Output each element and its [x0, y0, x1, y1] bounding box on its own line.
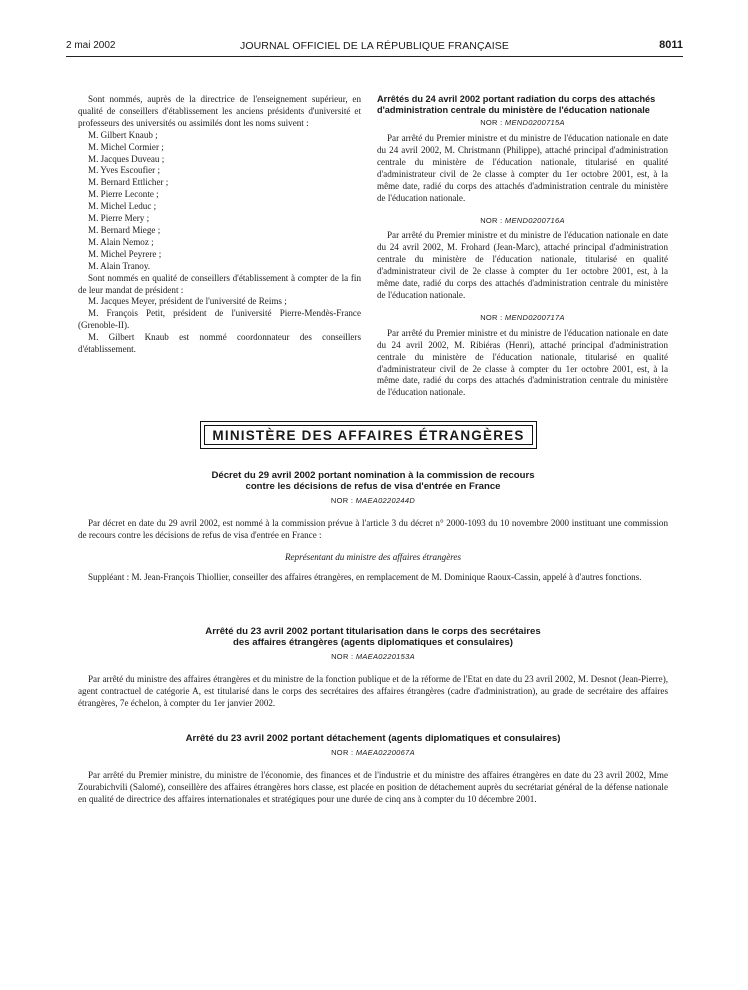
- decree-paragraph: Par décret en date du 29 avril 2002, est nommé à la commission prévue à l'article 3 du décret n° 2000-1093 du 10 novembre 2000 instituant une commission de recours contre les décisions de refus de visa d'entrée en France :: [78, 518, 668, 541]
- name-item: M. Pierre Leconte ;: [88, 189, 159, 200]
- subheading: Représentant du ministre des affaires étrangères: [284, 552, 462, 563]
- right-column: [377, 94, 668, 399]
- nor-code: MEND0200716A: [504, 215, 565, 225]
- appointment-paragraph: M. Gilbert Knaub est nommé coordonnateur des conseillers d'établissement.: [78, 332, 361, 355]
- name-item: M. Yves Escoufier ;: [88, 165, 160, 176]
- nor-code: MAEA0220153A: [355, 652, 415, 662]
- appointment-paragraph: Sont nommés en qualité de conseillers d'établissement à compter de la fin de leur mandat de président :: [78, 272, 361, 295]
- name-item: M. Michel Peyrere ;: [88, 248, 162, 259]
- nor-reference: [78, 747, 668, 759]
- page-header: [66, 38, 683, 57]
- decree-paragraph: Par arrêté du Premier ministre, du ministre de l'économie, des finances et de l'industrie et du ministre des affaires étrangères en date du 23 avril 2002, Mme Zourabichvili (Salomé), conseillère des affaires étrangères hors classe, est placée en position de détachement auprès du secrétariat général de la défense nationale en qualité de directrice des affaires internationales et stratégiques pour une durée de cinq ans à compter du 10 décembre 2001.: [78, 770, 668, 805]
- page-number: 8011: [659, 39, 683, 51]
- nor-label: NOR :: [480, 118, 503, 128]
- name-item: M. Michel Cormier ;: [88, 141, 164, 152]
- appointment-paragraph: M. Jacques Meyer, président de l'université de Reims ;: [88, 296, 287, 307]
- decree-section: [78, 470, 668, 583]
- name-item: M. Alain Tranoy.: [88, 260, 151, 271]
- nor-reference: [377, 215, 668, 227]
- appointment-paragraph: M. François Petit, président de l'université Pierre-Mendès-France (Grenoble-II).: [78, 308, 361, 331]
- nor-code: MAEA0220244D: [355, 496, 416, 506]
- name-item: M. Pierre Mery ;: [88, 213, 150, 224]
- section-title: Décret du 29 avril 2002 portant nomination à la commission de recours: [211, 470, 535, 481]
- name-item: M. Gilbert Knaub ;: [88, 129, 158, 140]
- nor-label: NOR :: [330, 496, 354, 506]
- decree-paragraph: Par arrêté du Premier ministre et du ministre de l'éducation nationale en date du 24 avril 2002, M. Frohard (Jean-Marc), attaché principal d'administration centrale du ministère de l'éducation nationale, titularisé en qualité d'administrateur civil de 2e classe à compter du 1er octobre 2001, est, à la même date, radié du corps des attachés d'administration centrale du ministère de l'éducation nationale.: [377, 230, 668, 300]
- nor-reference: [377, 117, 668, 129]
- nor-reference: [377, 312, 668, 324]
- journal-title: JOURNAL OFFICIEL DE LA RÉPUBLIQUE FRANÇAISE: [240, 40, 509, 52]
- nor-code: MAEA0220067A: [355, 748, 415, 758]
- decree-section: [78, 733, 668, 805]
- name-item: M. Bernard Ettlicher ;: [88, 177, 169, 188]
- issue-date: 2 mai 2002: [66, 40, 116, 51]
- nor-label: NOR :: [331, 652, 354, 662]
- name-item: M. Alain Nemoz ;: [88, 236, 154, 247]
- appointment-intro: Sont nommés, auprès de la directrice de l'enseignement supérieur, en qualité de conseillers d'établissement les anciens présidents d'université et professeurs des universités ou assimilés dont les noms suivent :: [78, 94, 361, 128]
- section-title: des affaires étrangères (agents diplomatiques et consulaires): [233, 637, 513, 649]
- section-title: Arrêté du 23 avril 2002 portant détachement (agents diplomatiques et consulaires): [185, 733, 561, 744]
- decree-paragraph: Suppléant : M. Jean-François Thiollier, conseiller des affaires étrangères, en remplacement de M. Dominique Raoux-Cassin, appelé à d'autres fonctions.: [88, 572, 642, 583]
- decree-paragraph: Par arrêté du ministre des affaires étrangères et du ministre de la fonction publique et de la réforme de l'Etat en date du 23 avril 2002, M. Desnot (Jean-Pierre), agent contractuel de catégorie A, est titularisé dans le corps des secrétaires des affaires étrangères (cadre d'administration), au grade de secrétaire des affaires étrangères, 7e échelon, à compter du 1er janvier 2002.: [78, 674, 668, 709]
- decree-section: [78, 626, 668, 709]
- nor-label: NOR :: [331, 748, 354, 758]
- section-title: Arrêté du 23 avril 2002 portant titularisation dans le corps des secrétaires: [205, 626, 541, 637]
- names-list: [78, 130, 361, 273]
- left-column: [78, 94, 361, 356]
- nor-code: MEND0200715A: [504, 118, 565, 128]
- nor-label: NOR :: [480, 312, 503, 322]
- ministry-heading: [200, 421, 537, 449]
- nor-reference: [78, 651, 668, 663]
- nor-label: NOR :: [480, 215, 503, 225]
- name-item: M. Michel Leduc ;: [88, 201, 157, 212]
- ministry-name: MINISTÈRE DES AFFAIRES ÉTRANGÈRES: [212, 427, 525, 443]
- nor-code: MEND0200717A: [504, 312, 565, 322]
- name-item: M. Jacques Duveau ;: [88, 153, 165, 164]
- nor-reference: [78, 495, 668, 507]
- decree-paragraph: Par arrêté du Premier ministre et du ministre de l'éducation nationale en date du 24 avril 2002, M. Ribiéras (Henri), attaché principal d'administration centrale du ministère de l'éducation nationale, titularisé en qualité d'administrateur civil de 2e classe à compter du 1er octobre 2001, est, à la même date, radié du corps des attachés d'administration centrale du ministère de l'éducation nationale.: [377, 327, 668, 398]
- section-title: contre les décisions de refus de visa d'entrée en France: [245, 481, 501, 493]
- decree-paragraph: Par arrêté du Premier ministre et du ministre de l'éducation nationale en date du 24 avril 2002, M. Christmann (Philippe), attaché principal d'administration centrale du ministère de l'éducation nationale, titularisé en qualité d'administrateur civil de 2e classe à compter du 1er octobre 2001, est, à la même date, radié du corps des attachés d'administration centrale du ministère de l'éducation nationale.: [377, 133, 668, 203]
- section-title: Arrêtés du 24 avril 2002 portant radiation du corps des attachés d'administration centrale du ministère de l'éducation nationale: [377, 94, 656, 115]
- name-item: M. Bernard Miege ;: [88, 224, 161, 235]
